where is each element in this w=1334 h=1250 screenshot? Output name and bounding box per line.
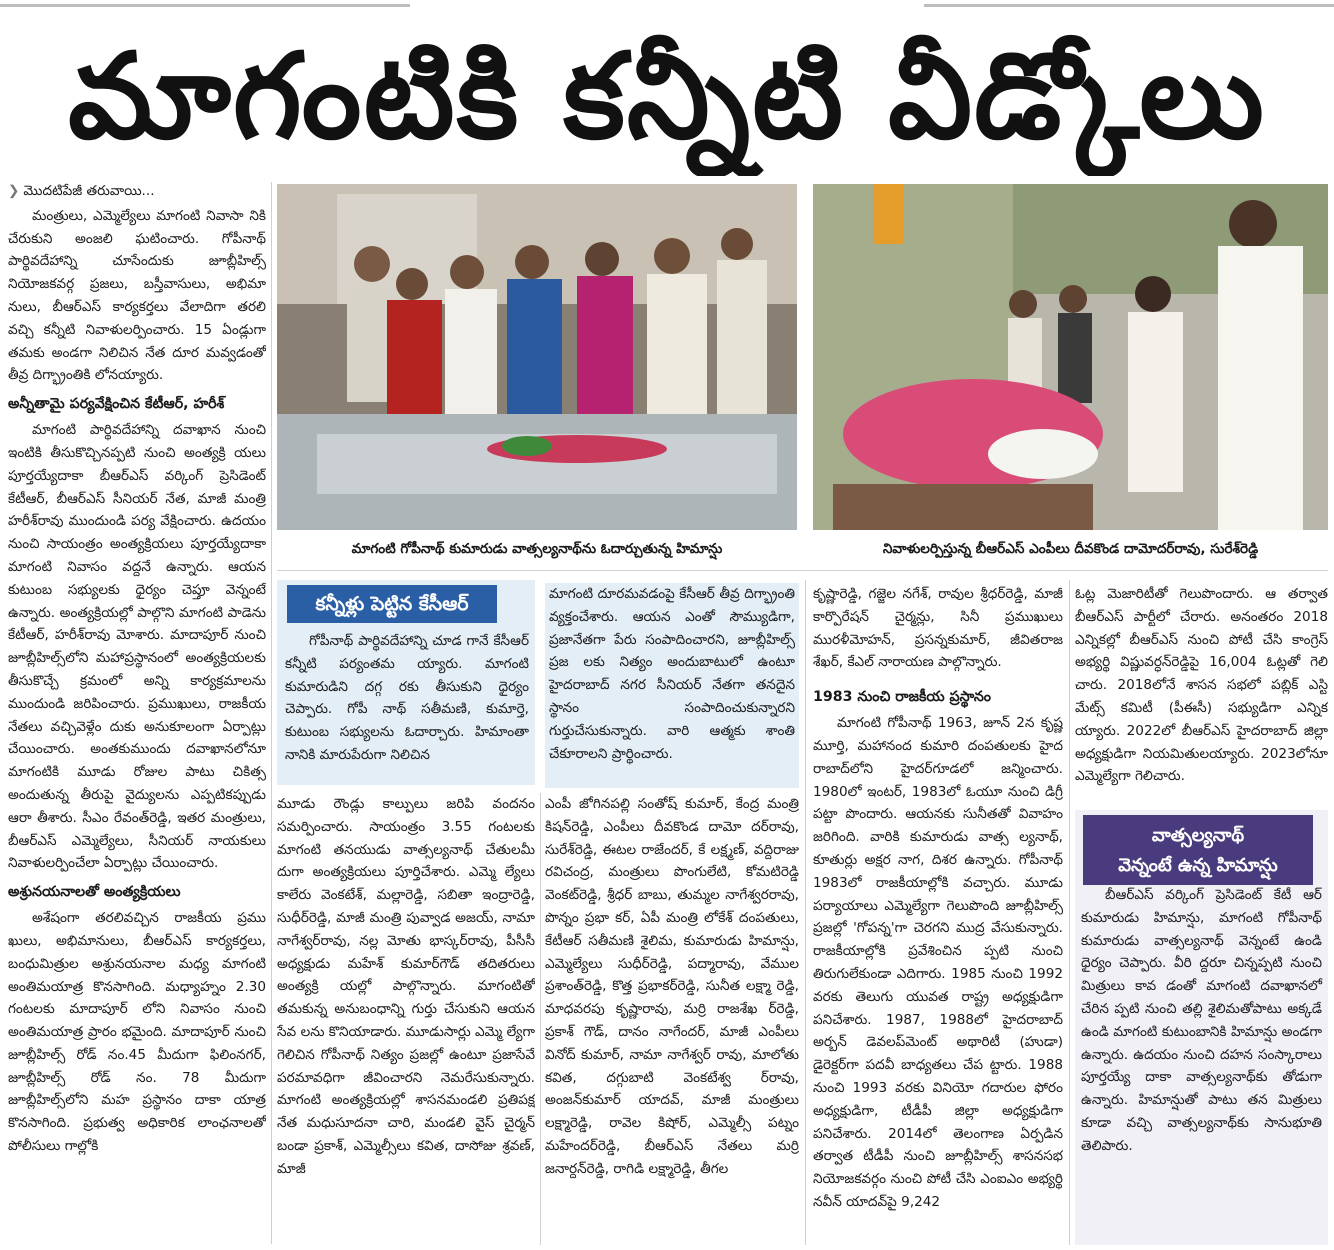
paragraph: మంత్రులు, ఎమ్మెల్యేలు మాగంటి నివాసా నికి చేరుకుని అంజలి ఘటించారు. గోపీనాథ్ పార్థివదేహాన్ని చూసేందుకు జూబ్లీహిల్స్ నియోజకవర్గ ప్రజలు, బస్తీవాసులు, అభిమా నులు, బీఆర్ఎస్ కార్యకర్తలు వేలాదిగా తరలి వచ్చి కన్నీటి నివాళులర్పించారు. 15 ఏండ్లుగా తమకు అండగా నిలిచిన నేత దూర మవ్వడంతో తీవ్ర దిగ్భ్రాంతికి లోనయ్యారు. xyxy=(8,207,266,384)
arrow-right-icon: ❯ xyxy=(8,183,20,199)
photo-1-caption: మాగంటి గోపీనాథ్ కుమారుడు వాత్సల్యనాథ్‌ను ఓదార్చుతున్న హిమాన్షు xyxy=(351,541,723,557)
paragraph: మాగంటి గోపీనాథ్ 1963, జూన్ 2న కృష్ణ మూర్తి, మహానంద కుమారి దంపతులకు హైద రాబాద్‌లోని హైదర్‌గూడలో జన్మించారు. 1980లో ఇంటర్, 1983లో ఓయూ నుంచి డిగ్రీ పట్టా పొందారు. ఆయనకు సునీతతో వివాహం జరిగింది. వారికి కుమారుడు వాత్స ల్యనాథ్, కూతుర్లు అక్షర నాగ, దిశర ఉన్నారు. గోపీనాథ్ 1983లో రాజకీయాల్లోకి వచ్చారు. మూడు పర్యాయాలు ఎమ్మెల్యేగా గెలుపొంది జూబ్లీహిల్స్ ప్రజల్లో 'గోపన్న'గా చెరగని ముద్ర వేసుకున్నారు. రాజకీయాల్లోకి ప్రవేశించిన ప్పటి నుంచి తిరుగులేకుండా ఎదిగారు. 1985 నుంచి 1992 వరకు తెలుగు యువత రాష్ట్ర అధ్యక్షుడిగా పనిచేశారు. 1987, 1988లో హైదరాబాద్ అర్బన్ డెవలప్‌మెంట్ అథారిటీ (హుడా) డైరెక్టర్‌గా పదవీ బాధ్యతలు చేప ట్టారు. 1988 నుంచి 1993 వరకు వినియో గదారుల ఫోరం అధ్యక్షుడిగా, టీడీపీ జిల్లా అధ్యక్షుడిగా పనిచేశారు. 2014లో తెలంగాణ ఏర్పడిన తర్వాత టీడీపీ నుంచి జూబ్లీహిల్స్ శాసనసభ నియోజకవర్గం నుంచి పోటీ చేసి ఎంఐఎం అభ్యర్థి నవీన్ యాదవ్‌పై 9,242 xyxy=(813,715,1063,1210)
paragraph: కృష్ణారెడ్డి, గజ్జెల నగేశ్, రావుల శ్రీధర్‌రెడ్డి, మాజీ కార్పొరేషన్ చైర్మన్లు, సినీ ప్రముఖులు మురళీమోహన్, ప్రసన్నకుమార్, జీవితరాజ శేఖర్, కేఎల్ నారాయణ పాల్గొన్నారు. xyxy=(813,586,1063,671)
paragraph: అశేషంగా తరలివచ్చిన రాజకీయ ప్రము ఖులు, అభిమానులు, బీఆర్ఎస్ కార్యకర్తలు, బంధుమిత్రుల అశ్రునయనాల మధ్య మాగంటి అంతిమయాత్ర కొనసాగింది. మధ్యాహ్నం 2.30 గంటలకు మాదాపూర్ లోని నివాసం నుంచి అంతిమయాత్ర ప్రారం భమైంది. మాదాపూర్ నుంచి జూబ్లీహిల్స్ రోడ్ నం.45 మీదుగా ఫిలింనగర్, జూబ్లీహిల్స్ రోడ్ నం. 78 మీదుగా జూబ్లీహిల్స్‌లోని మహ ప్రస్థానం దాకా యాత్ర కొనసాగింది. ప్రభుత్వ అధికారిక లాంఛనాలతో పోలీసులు గాల్లోకి xyxy=(8,910,266,1155)
paragraph: బీఆర్ఎస్ వర్కింగ్ ప్రెసిడెంట్ కేటీ ఆర్ కుమారుడు హిమాన్షు, మాగంటి గోపీనాథ్ కుమారుడు వాత్సల్యనాథ్ వెన్నంటే ఉండి ధైర్యం చెప్పారు. వీరి ద్దరూ చిన్నప్పటి నుంచి మిత్రులు కావ డంతో మాగంటి దవాఖానలో చేరిన ప్పటి నుంచి తల్లి శైలిమతోపాటు అక్కడే ఉండి మాగంటి కుటుంబానికి హిమాన్షు అండగా ఉన్నారు. ఉదయం నుంచి దహన సంస్కారాలు పూర్తయ్యే దాకా వాత్సల్యనాథ్‌కు తోడుగా ఉన్నారు. హిమాన్షుతో పాటు తన మిత్రులు కూడా వచ్చి వాత్సల్యనాథ్‌కు సానుభూతి తెలిపారు. xyxy=(1081,887,1322,1154)
column-divider xyxy=(805,580,806,1245)
paragraph: గోపీనాథ్ పార్థివదేహాన్ని చూడ గానే కేసీఆర్ కన్నీటి పర్యంతమ య్యారు. మాగంటి కుమారుడిని దగ్గ రకు తీసుకుని ధైర్యం చెప్పారు. గోపీ నాథ్ సతీమణి, కుమార్తె, కుటుంబ సభ్యులను ఓదార్చారు. హిమాంతా నానికి మారుపేరుగా నిలిచిన xyxy=(285,633,529,763)
column-divider xyxy=(1069,580,1070,1245)
subheading: 1983 నుంచి రాజకీయ ప్రస్థానం xyxy=(813,689,991,706)
caption-rule xyxy=(277,570,1328,571)
column-3-bottom xyxy=(545,793,799,1245)
paragraph: ఓట్ల మెజారిటీతో గెలుపొందారు. ఆ తర్వాత బీఆర్ఎస్ పార్టీలో చేరారు. అనంతరం 2018 ఎన్నికల్లో బీఆర్ఎస్ నుంచి పోటీ చేసి కాంగ్రెస్ అభ్యర్థి విష్ణువర్ధన్‌రెడ్డిపై 16,004 ఓట్లతో గెలి చారు. 2018లోనే శాసన సభలో పబ్లిక్ ఎస్టి మేట్స్ కమిటీ (పీఈసీ) సభ్యుడిగా ఎన్నిక య్యారు. 2022లో బీఆర్ఎస్ హైదరాబాద్ జిల్లా అధ్యక్షుడిగా నియమితులయ్యారు. 2023లోనూ ఎమ్మెల్యేగా గెలిచారు. xyxy=(1075,586,1328,785)
photo-2-caption: నివాళులర్పిస్తున్న బీఆర్ఎస్ ఎంపీలు దీవకొండ దామోదర్‌రావు, సురేశ్‌రెడ్డి xyxy=(882,541,1259,557)
subheading: అన్నీతామై పర్యవేక్షించిన కేటీఆర్, హరీశ్ xyxy=(8,396,225,413)
vatsalya-box-title-line-1: వాత్సల్యనాథ్ xyxy=(1151,825,1245,846)
paragraph: మాగంటి దూరమవడంపై కేసీఆర్ తీవ్ర దిగ్భ్రాంతి వ్యక్తంచేశారు. ఆయన ఎంతో సౌమ్యుడిగా, ప్రజానేతగా పేరు సంపాదించారని, జూబ్లీహిల్స్ ప్రజ లకు నిత్యం అందుబాటులో ఉంటూ హైదరాబాద్ నగర సీనియర్ నేతగా తనదైన స్థానం సంపాదించుకున్నారని గుర్తుచేసుకున్నారు. వారి ఆత్మకు శాంతి చేకూరాలని ప్రార్థించారు. xyxy=(549,586,795,762)
paragraph: ఎంపీ జోగినపల్లి సంతోష్ కుమార్, కేంద్ర మంత్రి కిషన్‌రెడ్డి, ఎంపీలు దీవకొండ దామో దర్‌రావు, సురేశ్‌రెడ్డి, ఈటల రాజేందర్, కే లక్ష్మణ్, వద్దిరాజు రవిచంద్ర, మంత్రులు పొంగులేటి, కోమటిరెడ్డి వెంకట్‌రెడ్డి, శ్రీధర్ బాబు, తుమ్మల నాగేశ్వరరావు, పొన్నం ప్రభా కర్, ఏపీ మంత్రి లోకేశ్ దంపతులు, కేటీఆర్ సతీమణి శైలిమ, కుమారుడు హిమాన్షు, ఎమ్మెల్యేలు సుధీర్‌రెడ్డి, పద్మారావు, వేముల ప్రశాంత్‌రెడ్డి, కొత్త ప్రభాకర్‌రెడ్డి, సునీత లక్ష్మా రెడ్డి, మాధవరపు కృష్ణారావు, మర్రి రాజశేఖ ర్‌రెడ్డి, ప్రకాశ్ గౌడ్, దానం నాగేందర్, మాజీ ఎంపీలు వినోద్ కుమార్, నామా నాగేశ్వర్ రావు, మాలోతు కవిత, దగ్గుబాటి వెంకటేశ్వ ర్‌రావు, అంజన్‌కుమార్ యాదవ్, మాజీ మంత్రులు లక్ష్మారెడ్డి, రావెల కిషోర్, ఎమ్మెల్సీ పట్నం మహేందర్‌రెడ్డి, బీఆర్ఎస్ నేతలు మర్రి జనార్దన్‌రెడ్డి, రాగిడి లక్ష్మారెడ్డి, తీగల xyxy=(545,796,799,1177)
subheading: అశ్రునయనాలతో అంత్యక్రియలు xyxy=(8,884,181,901)
column-4 xyxy=(813,583,1063,1245)
top-rule-right xyxy=(924,4,1334,7)
paragraph: మూడు రౌండ్లు కాల్పులు జరిపి వందనం సమర్పించారు. సాయంత్రం 3.55 గంటలకు మాగంటి తనయుడు వాత్సల్యనాథ్ చేతులమీ దుగా అంత్యక్రియలు పూర్తిచేశారు. ఎమ్మె ల్యేలు కాలేరు వెంకటేశ్, మల్లారెడ్డి, సబితా ఇంద్రారెడ్డి, సుధీర్‌రెడ్డి, మాజీ మంత్రి పువ్వాడ అజయ్, నామా నాగేశ్వర్‌రావు, నల్ల మోతు భాస్కర్‌రావు, పీసీసీ అధ్యక్షుడు మహేశ్ కుమార్‌గౌడ్ తదితరులు అంత్యక్రి యల్లో పాల్గొన్నారు. మాగంటితో తమకున్న అనుబంధాన్ని గుర్తు చేసుకుని ఆయన సేవ లను కొనియాడారు. మూడుసార్లు ఎమ్మె ల్యేగా గెలిచిన గోపీనాథ్ నిత్యం ప్రజల్లో ఉంటూ ప్రజాసేవే పరమావధిగా జీవించారని నెమరేసుకున్నారు. మాగంటి అంత్యక్రియల్లో శాసనమండలి ప్రతిపక్ష నేత మధుసూదనా చారి, మండలి వైస్ చైర్మన్ బండా ప్రకాశ్, ఎమ్మెల్సీలు కవిత, దాసోజు శ్రవణ్, మాజీ xyxy=(277,796,535,1177)
photo-family-mourning xyxy=(277,184,797,530)
column-divider xyxy=(540,793,541,1245)
headline: మాగంటికి కన్నీటి వీడ్కోలు xyxy=(68,27,1266,165)
photo-mps-paying-tribute xyxy=(813,184,1328,530)
vatsalya-box-text xyxy=(1081,884,1322,1158)
vatsalya-box-title xyxy=(1083,815,1313,885)
column-1 xyxy=(8,180,266,1245)
kcr-box-text xyxy=(285,630,529,767)
vatsalya-box-title-line-2: వెన్నంటే ఉన్న హిమాన్షు xyxy=(1118,855,1278,876)
kcr-box-title: కన్నీళ్లు పెట్టిన కేసీఆర్ xyxy=(287,585,497,623)
column-2-bottom xyxy=(277,793,535,1245)
photo-2-illustration xyxy=(813,184,1328,530)
kicker-text: మొదటిపేజీ తరువాయి... xyxy=(23,183,155,199)
top-rule-left xyxy=(0,4,410,7)
photo-1-illustration xyxy=(277,184,797,530)
kicker xyxy=(8,180,266,203)
column-3-top xyxy=(545,583,799,788)
column-divider xyxy=(271,182,272,1244)
paragraph: మాగంటి పార్థివదేహాన్ని దవాఖాన నుంచి ఇంటికి తీసుకొచ్చినప్పటి నుంచి అంత్యక్రి యలు పూర్తయ్యేదాకా బీఆర్ఎస్ వర్కింగ్ ప్రెసిడెంట్ కేటీఆర్, బీఆర్ఎస్ సీనియర్ నేత, మాజీ మంత్రి హరీశ్‌రావు ముందుండి పర్య వేక్షించారు. ఉదయం నుంచి సాయంత్రం అంత్యక్రియలు పూర్తయ్యేదాకా మాగంటి నివాసం వద్దనే ఉన్నారు. ఆయన కుటుంబ సభ్యులకు ధైర్యం చెప్తూ వెన్నంటే ఉన్నారు. అంత్యక్రియల్లో పాల్గొని మాగంటి పాడెను కేటీఆర్, హరీశ్‌రావు మోశారు. మాదాపూర్ నుంచి జూబ్లీహిల్స్‌లోని మహాప్రస్థానంలో అంత్యక్రియలకు తీసుకొచ్చే క్రమంలో అన్ని కార్యక్రమాలను ముందుండి జరిపించారు. ప్రముఖులు, రాజకీయ నేతలు వచ్చివెళ్లేం దుకు అనుకూలంగా ఏర్పాట్లు చేయించారు. అంతకుముందు దవాఖానలోనూ మాగంటికి మూడు రోజుల పాటు చికిత్స అందుతున్న తీరుపై వైద్యులను ఎప్పటికప్పుడు ఆరా తీశారు. సీఎం రేవంత్‌రెడ్డి, ఇతర మంత్రులు, బీఆర్ఎస్ ఎమ్మెల్యేలు, సీనియర్ నాయకులు నివాళులర్పించేలా ఏర్పాట్లు చేయించారు. xyxy=(8,422,266,872)
column-5-top xyxy=(1075,583,1328,808)
